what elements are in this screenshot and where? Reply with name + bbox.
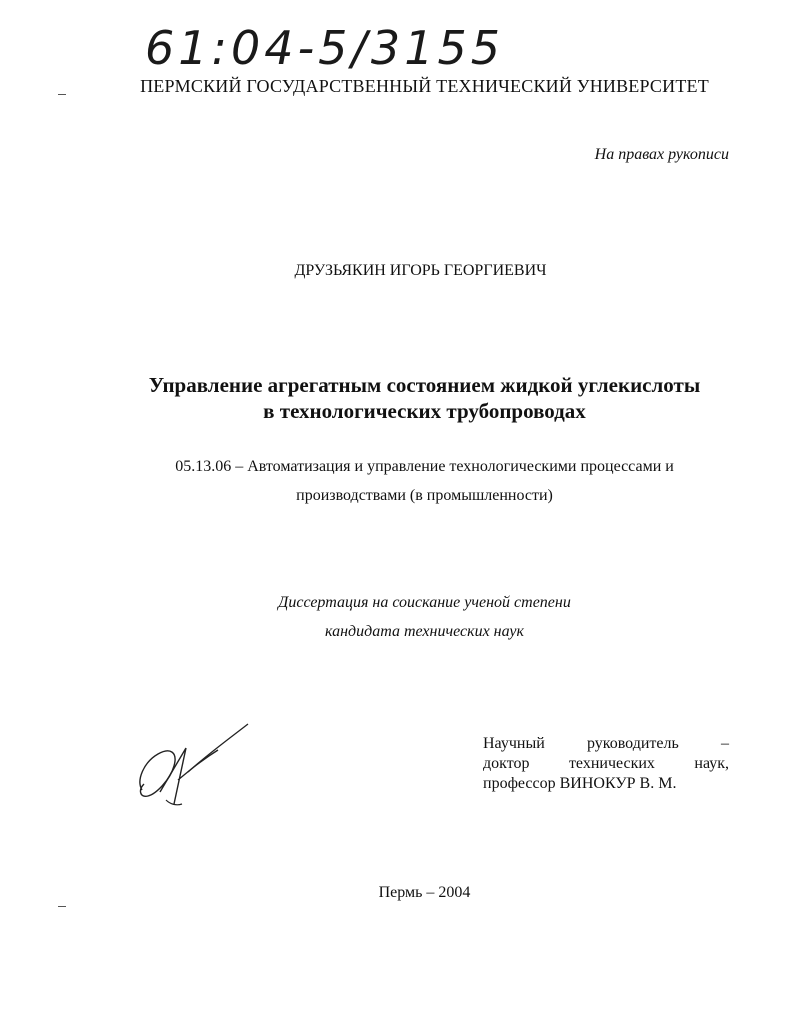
title-line-1: Управление агрегатным состоянием жидкой углекислоты [148,373,701,397]
scientific-supervisor [483,734,729,794]
margin-mark-bottom [58,906,66,907]
university-name: ПЕРМСКИЙ ГОСУДАРСТВЕННЫЙ ТЕХНИЧЕСКИЙ УНИВЕРСИТЕТ [140,76,709,96]
degree-statement [0,588,791,646]
margin-mark-top [58,94,66,95]
title-line-2: в технологических трубопроводах [263,399,586,423]
handwritten-signature [130,720,260,810]
archive-number-text: 61:04-5/3155 [145,21,504,75]
supervisor-line-1: Научный руководитель – [483,735,730,752]
degree-line-1: Диссертация на соискание ученой степени [278,594,571,611]
supervisor-line-3: профессор ВИНОКУР В. М. [483,775,677,792]
archive-number-handwritten [145,14,545,76]
author-name: ДРУЗЬЯКИН ИГОРЬ ГЕОРГИЕВИЧ [294,262,547,279]
supervisor-line-2: доктор технических наук, [483,755,730,772]
manuscript-note: На правах рукописи [594,146,729,163]
specialty-line-1: 05.13.06 – Автоматизация и управление технологическими процессами и [175,458,674,475]
specialty-line-2: производствами (в промышленности) [296,487,553,504]
dissertation-title [0,372,791,424]
specialty-code [0,452,791,510]
degree-line-2: кандидата технических наук [325,623,524,640]
city-and-year: Пермь – 2004 [378,884,471,901]
